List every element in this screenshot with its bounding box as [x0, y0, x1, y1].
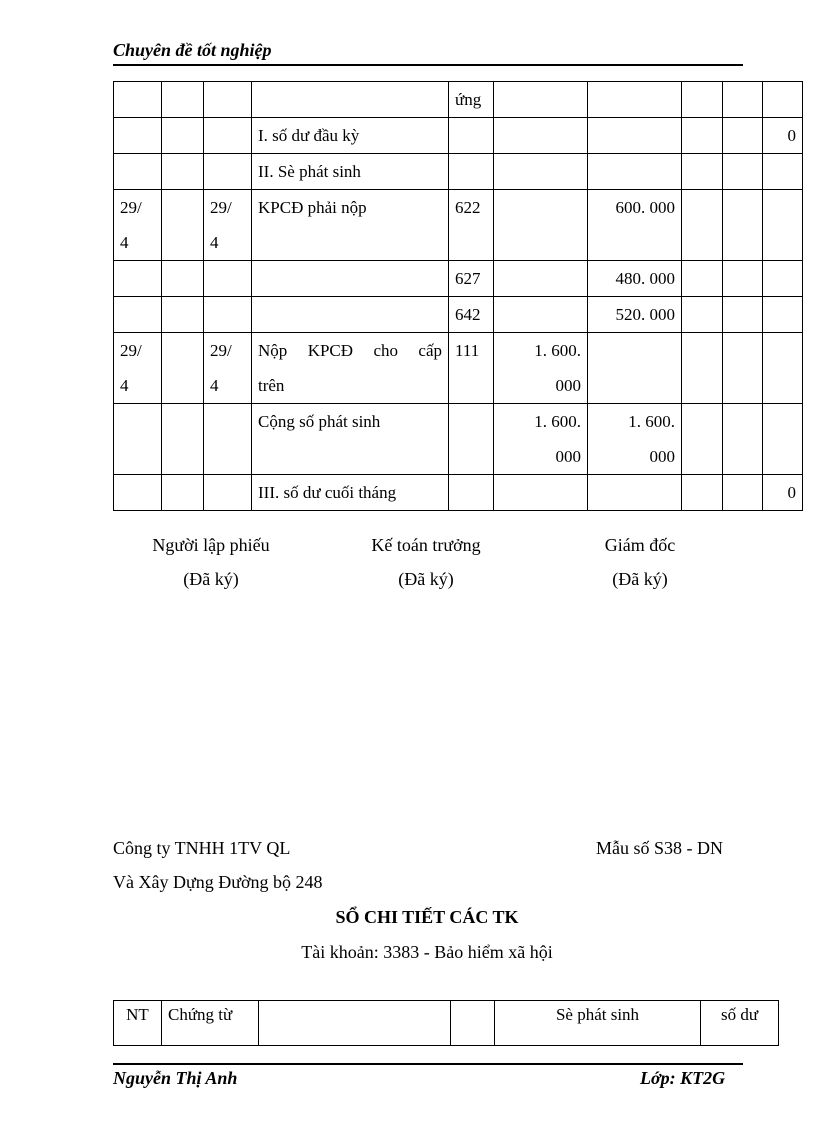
table-row [114, 118, 803, 154]
table-cell: 627 [449, 261, 494, 297]
table-cell [494, 154, 588, 190]
header-cell-blank [259, 1001, 451, 1046]
table-cell: KPCĐ phải nộp [252, 190, 449, 261]
table-cell [588, 475, 682, 511]
table-cell: 1. 600. 000 [494, 404, 588, 475]
table-cell [682, 404, 723, 475]
table-cell [494, 82, 588, 118]
table-cell [588, 118, 682, 154]
table-cell: III. số dư cuối tháng [252, 475, 449, 511]
table-row [114, 261, 803, 297]
table-cell: 0 [763, 118, 803, 154]
table-cell [588, 82, 682, 118]
table-cell [494, 118, 588, 154]
header-cell-balance: số dư [701, 1001, 779, 1046]
table-cell: 642 [449, 297, 494, 333]
signature-role: Giám đốc [604, 535, 676, 555]
company-name-line2: Và Xây Dựng Đường bộ 248 [113, 872, 323, 892]
table-cell [494, 190, 588, 261]
signature-director [540, 528, 740, 596]
table-cell [204, 261, 252, 297]
table-cell [763, 154, 803, 190]
signature-role: Người lập phiếu [152, 535, 270, 555]
table-cell [723, 333, 763, 404]
table-cell [682, 190, 723, 261]
table-row [114, 297, 803, 333]
table-cell [682, 297, 723, 333]
table-cell: I. số dư đầu kỳ [252, 118, 449, 154]
table-cell [723, 118, 763, 154]
table-cell [723, 475, 763, 511]
table-cell [162, 404, 204, 475]
table-cell [682, 82, 723, 118]
table-cell [723, 190, 763, 261]
table-cell [114, 82, 162, 118]
table-cell [204, 297, 252, 333]
table-cell [162, 82, 204, 118]
table-cell: ứng [449, 82, 494, 118]
table-cell [162, 475, 204, 511]
table-cell [162, 261, 204, 297]
table-cell [682, 475, 723, 511]
table-cell [682, 333, 723, 404]
table-cell: 29/ 4 [114, 190, 162, 261]
table-row [114, 333, 803, 404]
signature-status: (Đã ký) [612, 569, 668, 589]
table-cell: 520. 000 [588, 297, 682, 333]
table-cell: 622 [449, 190, 494, 261]
signature-status: (Đã ký) [183, 569, 239, 589]
table-cell [449, 404, 494, 475]
table-cell [763, 82, 803, 118]
page-header-title: Chuyên đề tốt nghiệp [113, 40, 272, 60]
footer-class: Lớp: KT2G [640, 1068, 726, 1088]
table-cell: 0 [763, 475, 803, 511]
signature-chief-accountant [326, 528, 526, 596]
table-cell: 480. 000 [588, 261, 682, 297]
table-cell [114, 154, 162, 190]
table-cell [114, 404, 162, 475]
table-cell [763, 297, 803, 333]
table-cell [763, 404, 803, 475]
table-cell: II. Sè phát sinh [252, 154, 449, 190]
table-row [114, 154, 803, 190]
table-cell [204, 475, 252, 511]
table-cell [723, 261, 763, 297]
signature-status: (Đã ký) [398, 569, 454, 589]
table-cell [114, 297, 162, 333]
account-detail-table [113, 1000, 779, 1046]
footer-author: Nguyễn Thị Anh [113, 1068, 238, 1088]
header-cell-voucher: Chứng từ [162, 1001, 259, 1046]
table-cell: 29/ 4 [204, 333, 252, 404]
table-cell [682, 154, 723, 190]
table-cell [763, 261, 803, 297]
table-cell [723, 297, 763, 333]
table-cell [723, 404, 763, 475]
header-cell-arising: Sè phát sinh [495, 1001, 701, 1046]
table-cell [162, 297, 204, 333]
table-row [114, 475, 803, 511]
form-number: Mẫu số S38 - DN [596, 838, 724, 858]
table-header-row [114, 1001, 779, 1046]
header-cell-nt: NT [114, 1001, 162, 1046]
table-cell [162, 333, 204, 404]
table-cell: 29/ 4 [114, 333, 162, 404]
table-cell [252, 82, 449, 118]
table-cell: 29/ 4 [204, 190, 252, 261]
table-cell: 600. 000 [588, 190, 682, 261]
table-cell [114, 261, 162, 297]
table-cell [588, 333, 682, 404]
table-cell [114, 475, 162, 511]
table-cell [162, 154, 204, 190]
table-cell [494, 475, 588, 511]
table-cell [723, 154, 763, 190]
table-cell [763, 333, 803, 404]
table-cell [449, 118, 494, 154]
table-row [114, 404, 803, 475]
table-cell [494, 297, 588, 333]
table-cell [162, 118, 204, 154]
document-title: SỔ CHI TIẾT CÁC TK [335, 907, 519, 927]
header-rule [113, 64, 743, 66]
table-cell: Nộp KPCĐ cho cấp trên [252, 333, 449, 404]
table-cell [204, 82, 252, 118]
table-cell [204, 154, 252, 190]
table-cell [588, 154, 682, 190]
footer-rule [113, 1063, 743, 1065]
table-cell [162, 190, 204, 261]
table-cell [682, 261, 723, 297]
table-cell [763, 190, 803, 261]
table-cell [449, 154, 494, 190]
document-subtitle: Tài khoản: 3383 - Bảo hiểm xã hội [301, 942, 553, 962]
table-cell [682, 118, 723, 154]
table-row [114, 82, 803, 118]
ledger-table [113, 81, 803, 511]
table-cell [204, 118, 252, 154]
table-cell [114, 118, 162, 154]
signature-role: Kế toán trưởng [371, 535, 481, 555]
table-cell [204, 404, 252, 475]
signature-preparer [111, 528, 311, 596]
header-cell-blank [451, 1001, 495, 1046]
table-row [114, 190, 803, 261]
table-cell [252, 261, 449, 297]
table-cell [252, 297, 449, 333]
table-cell: 1. 600. 000 [494, 333, 588, 404]
table-cell [449, 475, 494, 511]
company-name-line1: Công ty TNHH 1TV QL [113, 838, 291, 858]
table-cell [494, 261, 588, 297]
table-cell: 1. 600. 000 [588, 404, 682, 475]
table-cell: Cộng số phát sinh [252, 404, 449, 475]
table-cell: 111 [449, 333, 494, 404]
table-cell [723, 82, 763, 118]
